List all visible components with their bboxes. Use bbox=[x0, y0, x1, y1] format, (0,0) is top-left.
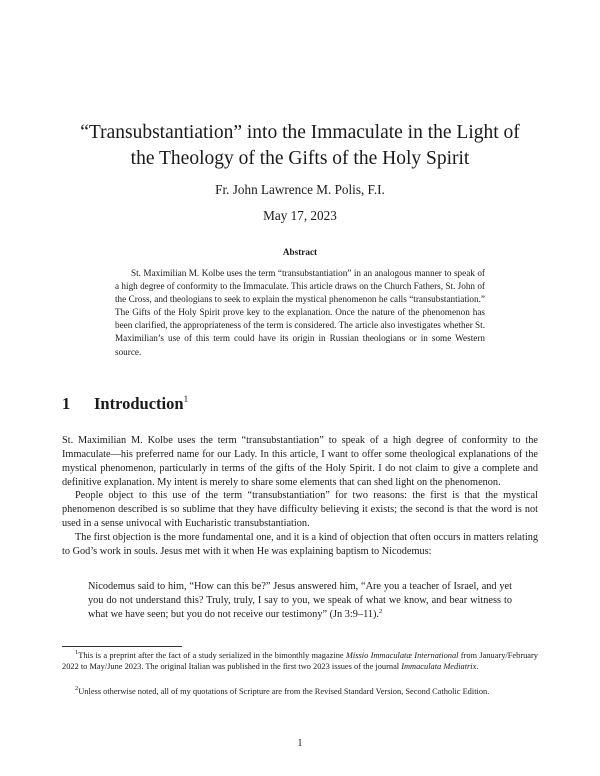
body-paragraph-3: The first objection is the more fundamental one, and it is a kind of objection that often occurs in matters relating to God’s work in souls. Jesus met with it when He was explaining baptism to Nicodemus: bbox=[62, 532, 538, 557]
footnote-2-text: Unless otherwise noted, all of my quotations of Scripture are from the Revised Standard Version, Second Catholic Edition. bbox=[78, 687, 490, 696]
footnote-2 bbox=[62, 686, 538, 697]
section-heading bbox=[62, 394, 188, 414]
abstract-heading: Abstract bbox=[282, 247, 318, 257]
paper-title bbox=[40, 120, 560, 172]
block-quote bbox=[88, 580, 512, 622]
author-name: Fr. John Lawrence M. Polis, F.I. bbox=[215, 182, 385, 197]
footnote-1-text-b: from January/February 2022 to May/June 2023. The original Italian was published in the first two 2023 issues of the journal bbox=[62, 651, 538, 672]
body-paragraph-1: St. Maximilian M. Kolbe uses the term “transubstantiation” to speak of a high degree of conformity to the Immaculate—his preferred name for our Lady. In this article, I want to offer some theological explanations of the mystical phenomenon, particularly in terms of the gifts of the Holy Spirit. I do not claim to give a complete and definitive explanation. My intent is merely to share some elements that can shed light on the phenomenon. bbox=[62, 435, 538, 488]
footnote-rule bbox=[62, 646, 182, 647]
footnote-1-journal-2: Immaculata Mediatrix bbox=[401, 662, 477, 672]
page-number: 1 bbox=[297, 738, 303, 749]
title-line-2: the Theology of the Gifts of the Holy Spirit bbox=[130, 148, 470, 169]
title-line-1: “Transubstantiation” into the Immaculate in the Light of bbox=[80, 122, 520, 143]
block-quote-text: Nicodemus said to him, “How can this be?” Jesus answered him, “Are you a teacher of Israel, and yet you do not understand this? Truly, truly, I say to you, we speak of what we know, and bear witness to what we have seen; but you do not receive our testimony” (Jn 3:9–11). bbox=[88, 581, 512, 620]
footnote-1-text-a: This is a preprint after the fact of a study serialized in the bimonthly magazine bbox=[78, 651, 346, 660]
footnote-ref-2[interactable]: 2 bbox=[379, 607, 383, 615]
section-title: Introduction bbox=[94, 394, 184, 413]
footnote-1-mark: 1 bbox=[75, 649, 79, 656]
footnote-2-mark: 2 bbox=[75, 685, 79, 692]
footnote-ref-1[interactable]: 1 bbox=[183, 394, 189, 404]
abstract-text: St. Maximilian M. Kolbe uses the term “transubstantiation” in an analogous manner to speak of a high degree of conformity to the Immaculate. This article draws on the Church Fathers, St. John of the Cross, and theologians to seek to explain the mystical phenomenon he calls “transubstantiation.” The Gifts of the Holy Spirit prove key to the explanation. Once the nature of the phenomenon has been clarified, the appropriateness of the term is considered. The article also investigates whether St. Maximilian’s use of this term could have its origin in Russian theologians or in some Western source. bbox=[115, 268, 486, 357]
section-number: 1 bbox=[62, 394, 71, 413]
body-paragraph-2: People object to this use of the term “transubstantiation” for two reasons: the first is that the mystical phenomenon described is so sublime that they have difficulty believing it exists; the second is that the word is not used in a sense univocal with Eucharistic transubstantiation. bbox=[62, 490, 538, 529]
footnote-1 bbox=[62, 650, 538, 673]
publication-date: May 17, 2023 bbox=[263, 208, 337, 223]
footnote-1-journal-1: Missio Immaculatæ International bbox=[345, 651, 459, 660]
footnote-1-text-c: . bbox=[476, 662, 479, 672]
